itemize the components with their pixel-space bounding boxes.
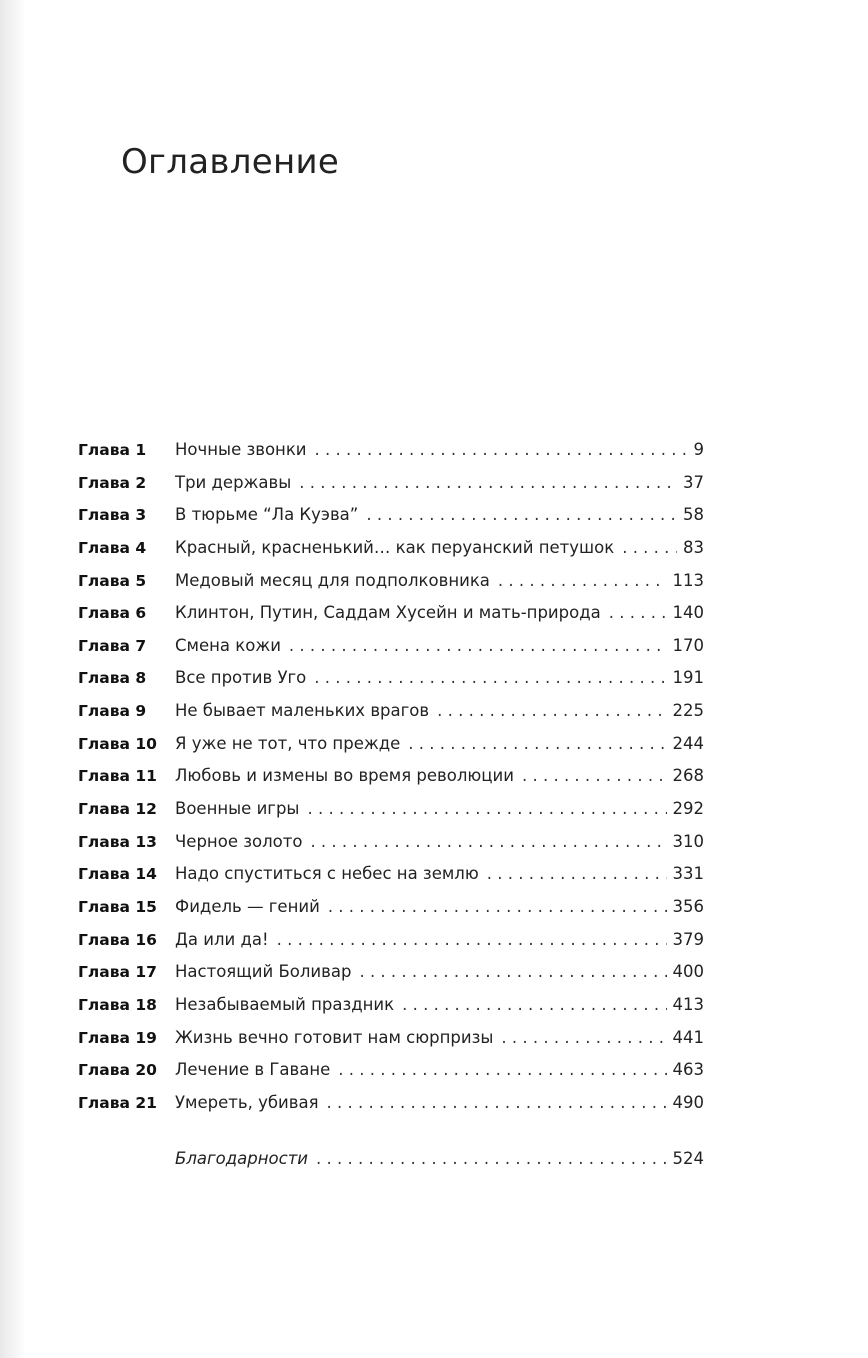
dot-leader: [327, 1087, 667, 1120]
page-edge-shadow: [0, 0, 26, 1358]
chapter-title: Три державы: [175, 472, 292, 492]
chapter-page-number: 379: [672, 929, 704, 949]
chapter-page-number: 331: [672, 864, 704, 884]
chapter-title: Красный, красненький… как перуанский петушок: [175, 537, 615, 557]
chapter-label: Глава 1: [78, 441, 147, 459]
dot-leader: [310, 826, 666, 859]
chapter-label: Глава 8: [78, 669, 147, 688]
chapter-title: Не бывает маленьких врагов: [175, 701, 430, 721]
chapter-label: Глава 5: [78, 571, 147, 590]
chapter-page-number: 310: [672, 831, 704, 851]
toc-row[interactable]: [78, 565, 704, 598]
chapter-label: Глава 19: [78, 1028, 157, 1047]
chapter-label: Глава 12: [78, 800, 157, 819]
toc-row[interactable]: [78, 434, 704, 467]
toc-row[interactable]: [78, 532, 704, 565]
chapter-label: Глава 14: [78, 865, 157, 884]
chapter-label: Глава 3: [78, 506, 147, 525]
chapter-page-number: 441: [672, 1027, 704, 1047]
chapter-label: Глава 4: [78, 538, 147, 557]
chapter-page-number: 9: [693, 440, 704, 459]
chapter-page-number: 140: [672, 603, 704, 623]
dot-leader: [366, 499, 677, 532]
chapter-label: Глава 18: [78, 995, 157, 1014]
chapter-title: Лечение в Гаване: [175, 1060, 331, 1080]
chapter-page-number: 268: [672, 766, 704, 786]
chapter-page-number: 83: [683, 537, 704, 557]
toc-row[interactable]: [78, 499, 704, 532]
acknowledgements-title: Благодарности: [175, 1149, 309, 1168]
chapter-label: Глава 9: [78, 702, 147, 721]
chapter-title: Клинтон, Путин, Саддам Хусейн и мать-природа: [175, 603, 601, 623]
dot-leader: [315, 434, 688, 467]
toc-row[interactable]: [78, 662, 704, 695]
chapter-page-number: 58: [683, 505, 704, 525]
chapter-title: Черное золото: [175, 831, 303, 851]
dot-leader: [316, 1143, 666, 1176]
chapter-label: Глава 11: [78, 767, 157, 786]
chapter-title: Смена кожи: [175, 635, 281, 655]
dot-leader: [359, 956, 666, 989]
chapter-page-number: 225: [672, 701, 704, 721]
dot-leader: [402, 989, 666, 1022]
toc-row[interactable]: [78, 760, 704, 793]
dot-leader: [498, 565, 667, 598]
chapter-title: Незабываемый праздник: [175, 994, 395, 1014]
chapter-title: Я уже не тот, что прежде: [175, 733, 401, 753]
toc-row[interactable]: [78, 826, 704, 859]
chapter-title: Надо спуститься с небес на землю: [175, 864, 479, 884]
table-of-contents: [78, 434, 704, 1119]
chapter-page-number: 490: [672, 1092, 704, 1112]
chapter-title: Любовь и измены во время революции: [175, 766, 514, 786]
chapter-title: В тюрьме “Ла Куэва”: [175, 505, 359, 525]
dot-leader: [437, 695, 666, 728]
chapter-page-number: 413: [672, 994, 704, 1014]
toc-row[interactable]: [78, 1022, 704, 1055]
dot-leader: [609, 597, 667, 630]
chapter-title: Да или да!: [175, 929, 269, 949]
toc-row[interactable]: [78, 728, 704, 761]
toc-row[interactable]: [78, 793, 704, 826]
toc-row[interactable]: [78, 1054, 704, 1087]
dot-leader: [314, 662, 666, 695]
chapter-label: Глава 2: [78, 473, 147, 492]
chapter-title: Ночные звонки: [175, 440, 307, 459]
dot-leader: [277, 924, 667, 957]
dot-leader: [338, 1054, 666, 1087]
chapter-title: Все против Уго: [175, 668, 307, 688]
toc-row[interactable]: [78, 467, 704, 500]
toc-row[interactable]: [78, 630, 704, 663]
toc-row[interactable]: [78, 695, 704, 728]
toc-row[interactable]: [78, 858, 704, 891]
toc-row[interactable]: [78, 924, 704, 957]
toc-row[interactable]: [78, 1087, 704, 1120]
chapter-title: Медовый месяц для подполковника: [175, 570, 490, 590]
chapter-page-number: 113: [672, 570, 704, 590]
chapter-page-number: 292: [672, 799, 704, 819]
chapter-page-number: 400: [672, 962, 704, 982]
chapter-label: Глава 20: [78, 1061, 157, 1080]
dot-leader: [289, 630, 667, 663]
chapter-label: Глава 17: [78, 963, 157, 982]
dot-leader: [501, 1022, 666, 1055]
chapter-page-number: 191: [672, 668, 704, 688]
chapter-title: Настоящий Боливар: [175, 962, 352, 982]
chapter-label: Глава 6: [78, 604, 147, 623]
chapter-page-number: 463: [672, 1060, 704, 1080]
chapter-title: Фидель — гений: [175, 896, 320, 916]
chapter-label: Глава 10: [78, 734, 157, 753]
toc-row[interactable]: [78, 956, 704, 989]
toc-row-acknowledgements[interactable]: [78, 1143, 704, 1176]
dot-leader: [522, 760, 667, 793]
dot-leader: [299, 467, 677, 500]
acknowledgements-page-number: 524: [672, 1149, 704, 1168]
chapter-page-number: 356: [672, 896, 704, 916]
chapter-title: Военные игры: [175, 799, 300, 819]
page-title: Оглавление: [121, 142, 340, 182]
chapter-label: Глава 13: [78, 832, 157, 851]
chapter-label: Глава 21: [78, 1093, 157, 1112]
dot-leader: [622, 532, 677, 565]
chapter-page-number: 37: [683, 472, 704, 492]
chapter-title: Умереть, убивая: [175, 1092, 319, 1112]
dot-leader: [408, 728, 666, 761]
chapter-label: Глава 7: [78, 636, 147, 655]
toc-row[interactable]: [78, 597, 704, 630]
chapter-label: Глава 15: [78, 897, 157, 916]
toc-row[interactable]: [78, 989, 704, 1022]
chapter-label: Глава 16: [78, 930, 157, 949]
chapter-page-number: 170: [672, 635, 704, 655]
chapter-page-number: 244: [672, 733, 704, 753]
dot-leader: [487, 858, 667, 891]
dot-leader: [328, 891, 667, 924]
acknowledgements-entry[interactable]: [78, 1143, 704, 1176]
toc-row[interactable]: [78, 891, 704, 924]
chapter-title: Жизнь вечно готовит нам сюрпризы: [175, 1027, 494, 1047]
dot-leader: [307, 793, 666, 826]
